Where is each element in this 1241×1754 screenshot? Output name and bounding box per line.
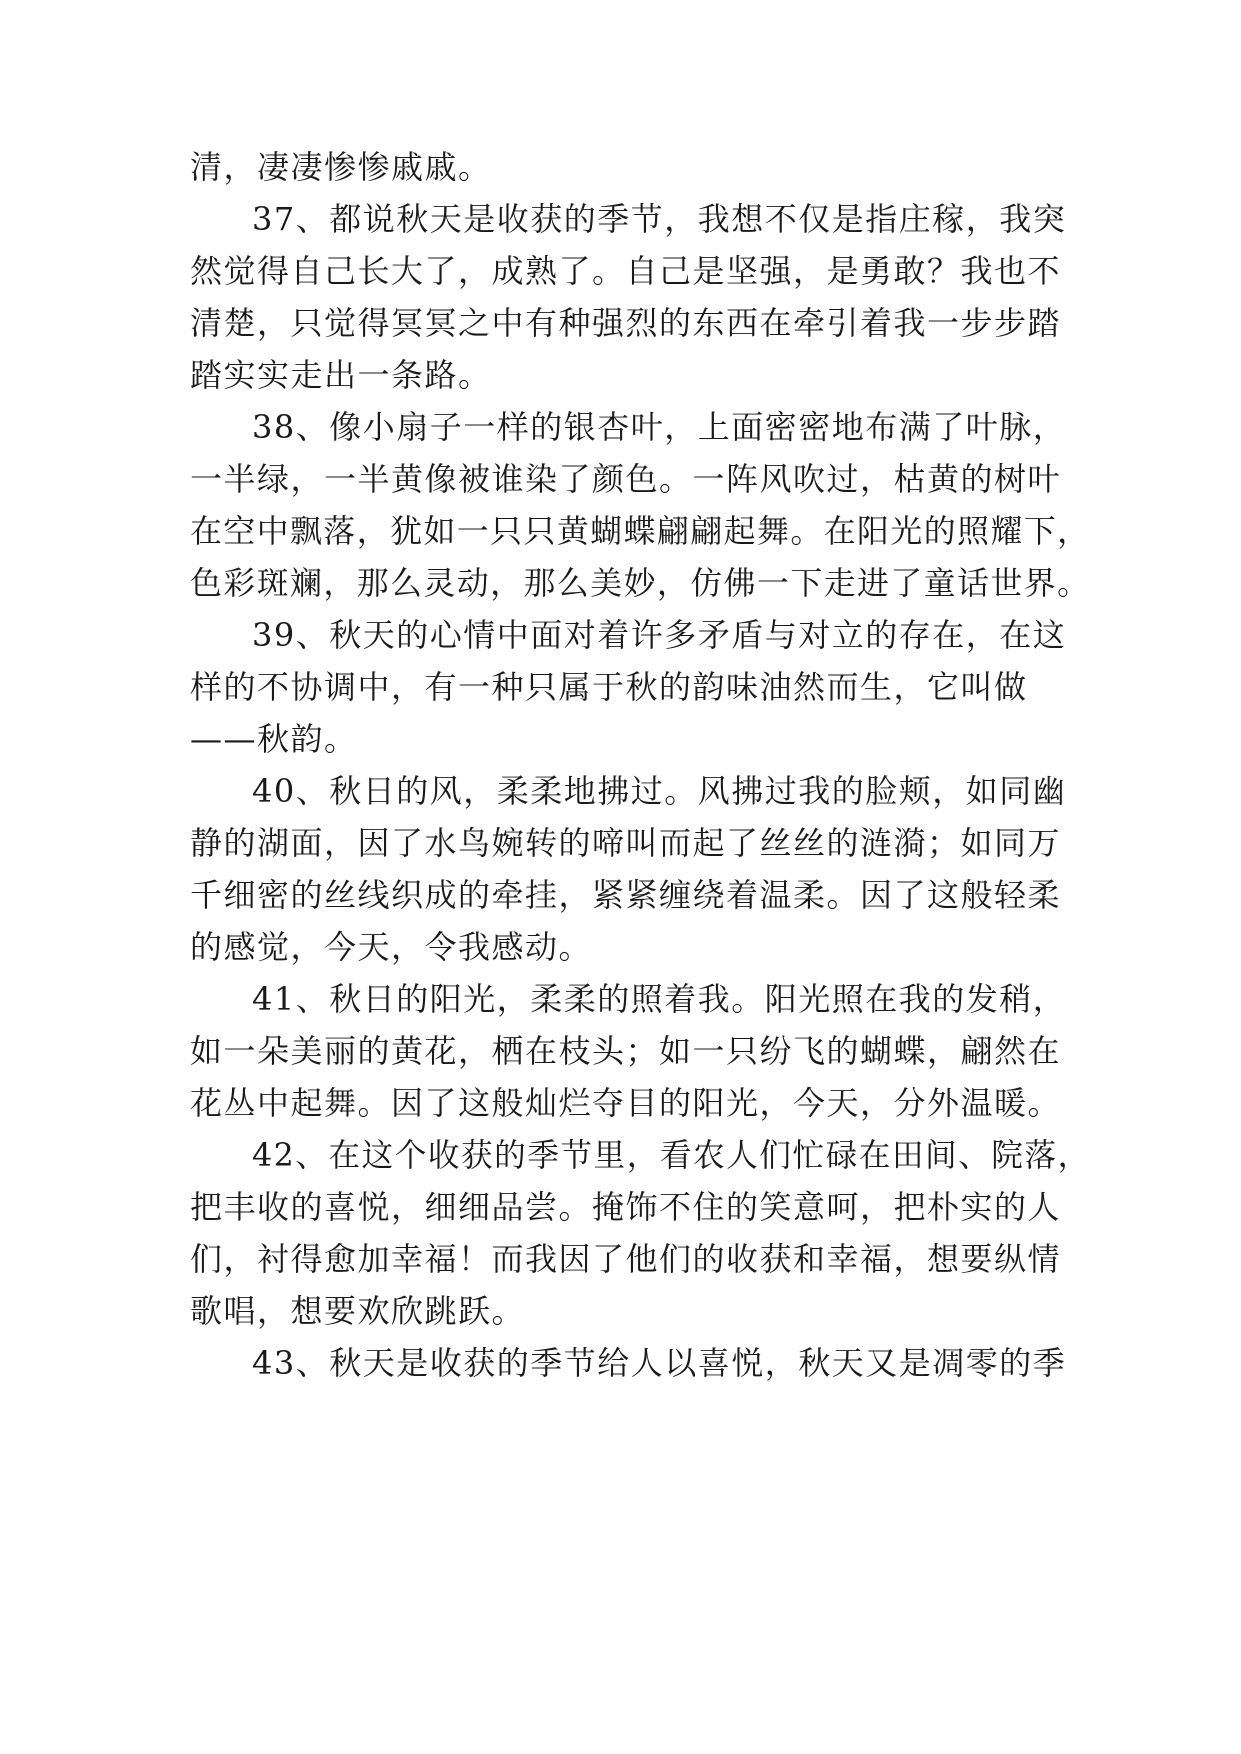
text-line: ——秋韵。: [190, 720, 358, 758]
paragraph-38-line: 38、像小扇子一样的银杏叶，上面密密地布满了叶脉，: [252, 408, 1067, 446]
text-line: 花丛中起舞。因了这般灿烂夺目的阳光，今天，分外温暖。: [190, 1084, 1062, 1122]
text-line: 色彩斑斓，那么灵动，那么美妙，仿佛一下走进了童话世界。: [190, 564, 1091, 602]
text-line: 然觉得自己长大了，成熟了。自己是坚强，是勇敢？我也不: [190, 252, 1062, 290]
text-line: 的感觉，今天，令我感动。: [190, 928, 593, 966]
paragraph-43-line: 43、秋天是收获的季节给人以喜悦，秋天又是凋零的季: [252, 1344, 1067, 1382]
text-line: 把丰收的喜悦，细细品尝。掩饰不住的笑意呵，把朴实的人: [190, 1188, 1062, 1226]
paragraph-40-line: 40、秋日的风，柔柔地拂过。风拂过我的脸颊，如同幽: [252, 772, 1067, 810]
text-line: 在空中飘落，犹如一只只黄蝴蝶翩翩起舞。在阳光的照耀下，: [190, 512, 1091, 550]
text-line: 静的湖面，因了水鸟婉转的啼叫而起了丝丝的涟漪；如同万: [190, 824, 1062, 862]
text-line: 歌唱，想要欢欣跳跃。: [190, 1292, 526, 1330]
paragraph-42-line: 42、在这个收获的季节里，看农人们忙碌在田间、院落，: [252, 1136, 1091, 1174]
text-line: 千细密的丝线织成的牵挂，紧紧缠绕着温柔。因了这般轻柔: [190, 876, 1062, 914]
paragraph-37-line: 37、都说秋天是收获的季节，我想不仅是指庄稼，我突: [252, 200, 1067, 238]
text-line: 们，衬得愈加幸福！而我因了他们的收获和幸福，想要纵情: [190, 1240, 1062, 1278]
text-line: 清楚，只觉得冥冥之中有种强烈的东西在牵引着我一步步踏: [190, 304, 1062, 342]
text-line: 如一朵美丽的黄花，栖在枝头；如一只纷飞的蝴蝶，翩然在: [190, 1032, 1062, 1070]
text-line: 一半绿，一半黄像被谁染了颜色。一阵风吹过，枯黄的树叶: [190, 460, 1062, 498]
text-line: 清，凄凄惨惨戚戚。: [190, 148, 492, 186]
text-line: 样的不协调中，有一种只属于秋的韵味油然而生，它叫做: [190, 668, 1028, 706]
paragraph-41-line: 41、秋日的阳光，柔柔的照着我。阳光照在我的发稍，: [252, 980, 1067, 1018]
text-line: 踏实实走出一条路。: [190, 356, 492, 394]
paragraph-39-line: 39、秋天的心情中面对着许多矛盾与对立的存在，在这: [252, 616, 1067, 654]
